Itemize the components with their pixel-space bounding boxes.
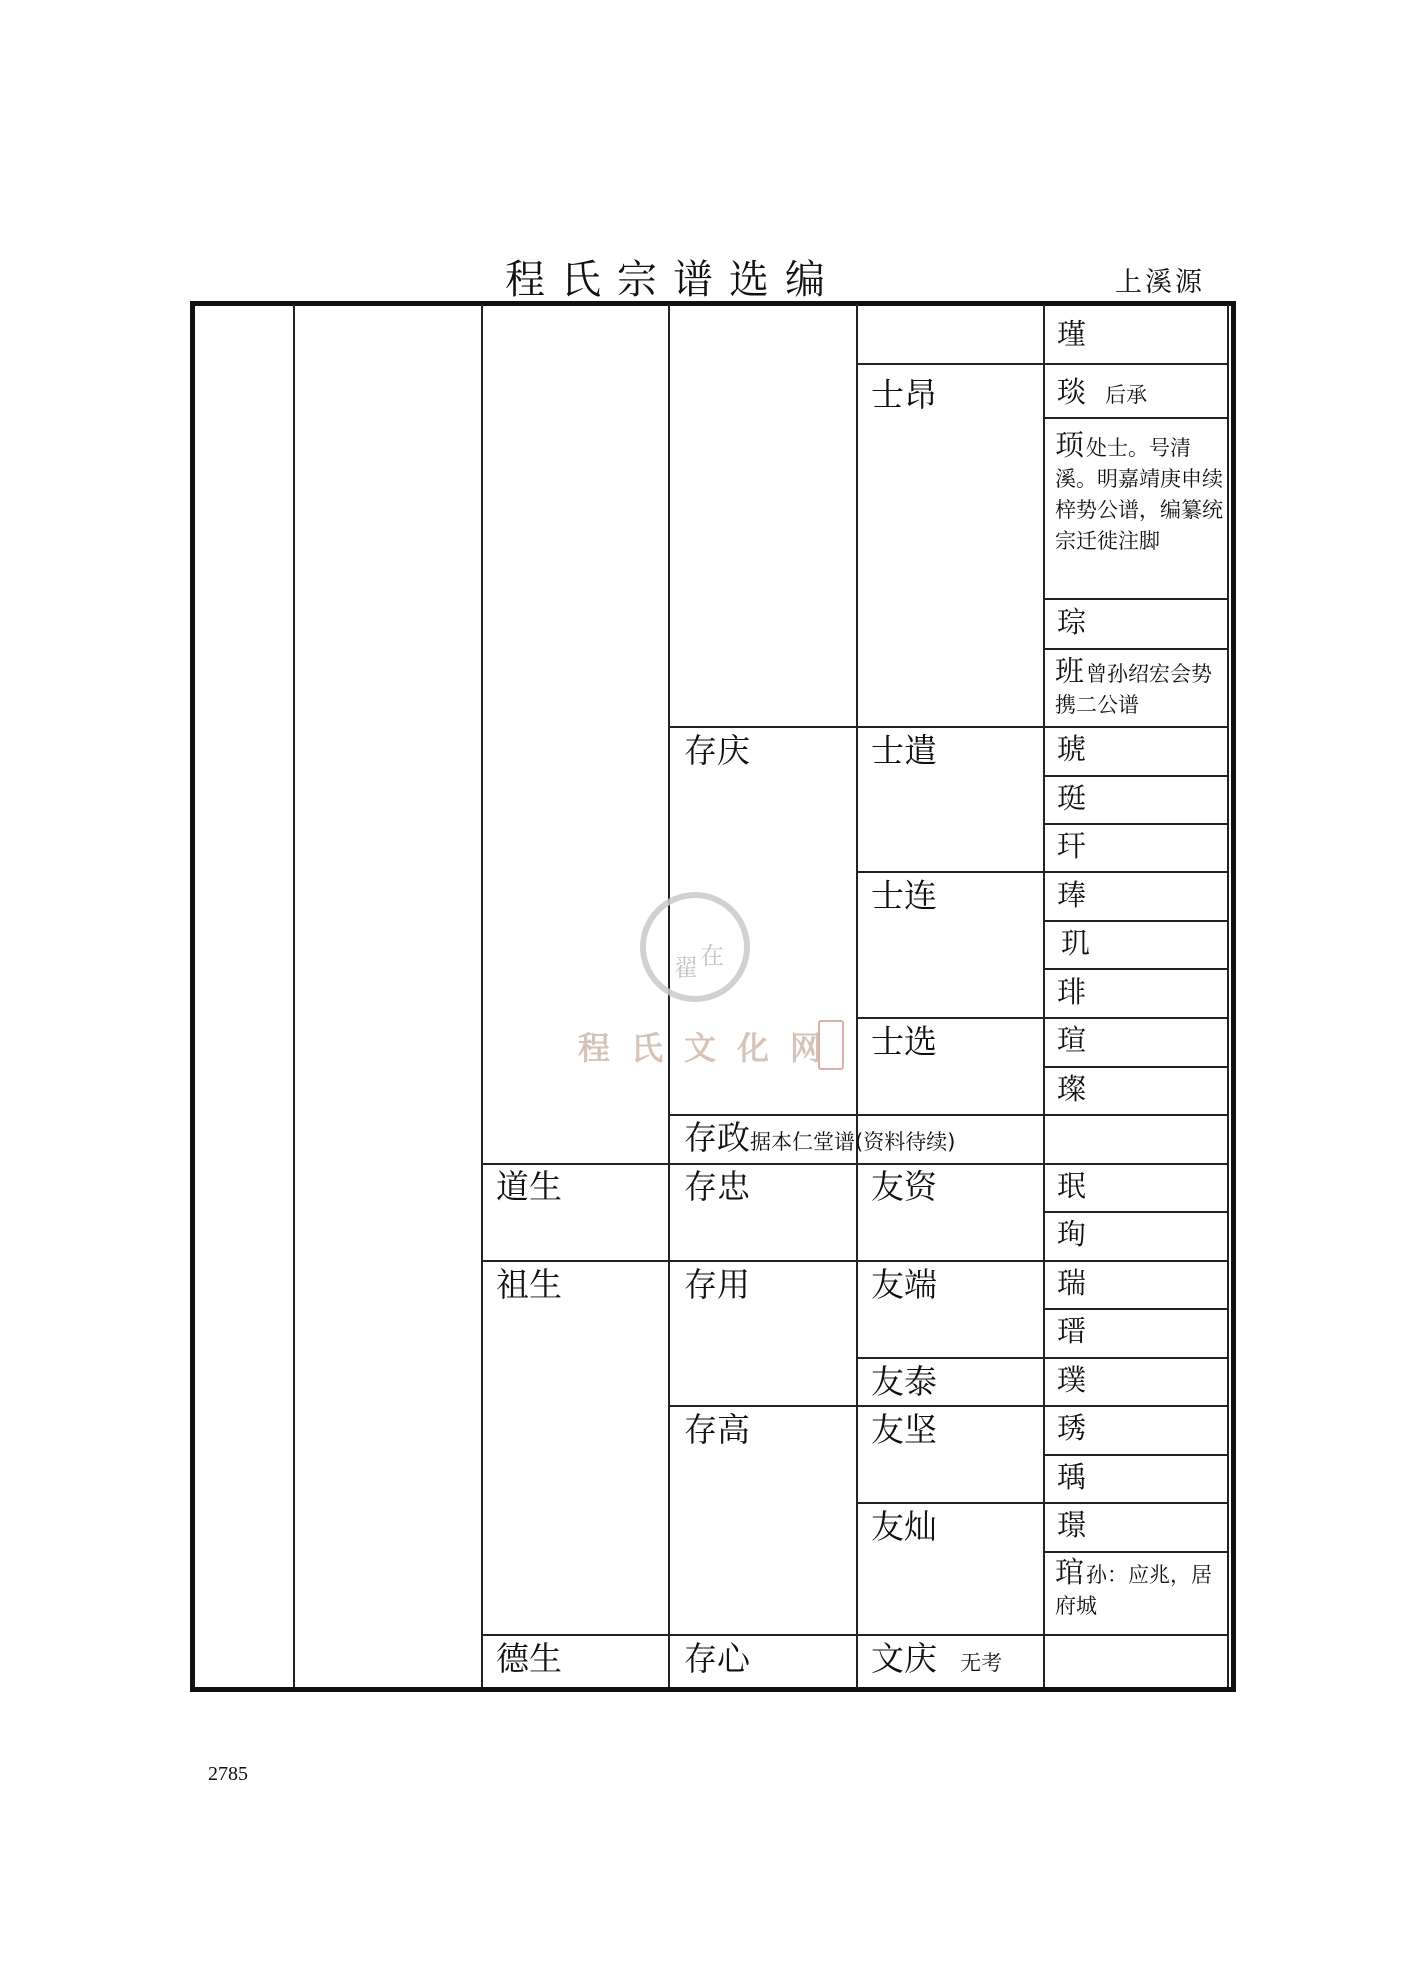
row-divider (668, 1114, 1228, 1116)
gen5-name: 友灿 (871, 1507, 937, 1546)
column-divider (856, 304, 858, 1687)
gen4-name: 存政 (684, 1118, 750, 1157)
gen6-name: 珉 (1057, 1169, 1087, 1203)
column-divider (1043, 304, 1045, 1687)
page-number: 2785 (208, 1763, 248, 1785)
gen4-note: 据本仁堂谱(资料待续) (750, 1130, 956, 1154)
gen6-name: 琯 (1055, 1555, 1085, 1589)
gen6-name: 琲 (1057, 975, 1087, 1009)
gen6-name: 班 (1055, 654, 1085, 688)
watermark-stamp (818, 1020, 844, 1070)
gen4-name: 存忠 (684, 1167, 750, 1206)
row-divider (1043, 1308, 1228, 1310)
gen6-name: 璟 (1057, 1508, 1087, 1542)
gen6-note: 孙：应兆，居府城 (1055, 1563, 1213, 1618)
gen6-name: 琮 (1057, 605, 1087, 639)
row-divider (1043, 1454, 1228, 1456)
watermark-seal-char: 在 (700, 942, 724, 970)
row-divider (1043, 968, 1228, 970)
gen6-name: 珽 (1057, 781, 1087, 815)
gen6-note: 曾孙绍宏会势携二公谱 (1055, 662, 1213, 717)
gen5-name: 士选 (871, 1022, 937, 1061)
gen6-name: 瑄 (1057, 1023, 1087, 1057)
row-divider (1043, 1066, 1228, 1068)
gen3-name: 道生 (496, 1167, 562, 1206)
row-divider (856, 871, 1228, 873)
gen6-name: 琇 (1057, 1411, 1087, 1445)
gen3-name: 祖生 (496, 1265, 562, 1304)
row-divider (856, 1502, 1228, 1504)
gen4-name: 存高 (684, 1410, 750, 1449)
gen6-name: 瑨 (1057, 1314, 1087, 1348)
gen5-name: 士遣 (871, 731, 937, 770)
gen6-name: 琰 (1057, 375, 1087, 409)
gen4-name: 存心 (684, 1639, 750, 1678)
gen6-name: 珣 (1057, 1217, 1087, 1251)
column-divider (293, 304, 295, 1687)
gen4-name: 存庆 (684, 731, 750, 770)
row-divider (1043, 920, 1228, 922)
gen5-name: 文庆 (871, 1639, 937, 1678)
row-divider (856, 1357, 1228, 1359)
watermark-site-text: 程氏文化网 (578, 1029, 844, 1067)
row-divider (856, 363, 1228, 365)
column-divider (481, 304, 483, 1687)
gen6-name: 玕 (1057, 829, 1087, 863)
row-divider (481, 1163, 1228, 1165)
gen5-name: 友坚 (871, 1410, 937, 1449)
row-divider (481, 1260, 1228, 1262)
gen3-name: 德生 (496, 1639, 562, 1678)
gen4-entry (684, 1118, 956, 1157)
row-divider (481, 1634, 1228, 1636)
row-divider (1043, 417, 1228, 419)
gen6-name: 瑾 (1057, 317, 1087, 351)
row-divider (1043, 1551, 1228, 1553)
gen6-entry (1057, 375, 1148, 409)
watermark-seal-char: 翟 (674, 954, 698, 982)
gen6-name: 琥 (1057, 732, 1087, 766)
gen6-entry-text (1055, 1555, 1213, 1618)
row-divider (1043, 823, 1228, 825)
gen6-name: 顼 (1055, 428, 1085, 462)
row-divider (1043, 1211, 1228, 1213)
row-divider (1043, 598, 1228, 600)
column-divider (1227, 304, 1229, 1687)
row-divider (856, 1017, 1228, 1019)
gen6-name: 瑀 (1057, 1460, 1087, 1494)
gen6-name: 瑞 (1057, 1266, 1087, 1300)
gen5-name: 友资 (871, 1167, 937, 1206)
gen5-name: 士昂 (871, 375, 937, 414)
gen6-name: 璞 (1057, 1363, 1087, 1397)
row-divider (1043, 775, 1228, 777)
gen6-name: 琫 (1057, 878, 1087, 912)
row-divider (1043, 648, 1228, 650)
watermark-seal (640, 892, 750, 1002)
gen6-entry-text (1055, 428, 1223, 553)
gen6-entry (1055, 430, 1227, 557)
gen5-name: 友泰 (871, 1362, 937, 1401)
gen6-entry-text (1055, 654, 1213, 717)
page-title: 程氏宗谱选编 (505, 257, 841, 303)
gen5-name: 士连 (871, 876, 937, 915)
row-divider (668, 1405, 1228, 1407)
gen6-note: 处士。号清溪。明嘉靖庚申续梓势公谱，编纂统宗迁徙注脚 (1055, 436, 1223, 553)
gen5-note: 无考 (960, 1651, 1003, 1675)
gen6-entry (1055, 656, 1227, 721)
gen6-note: 后承 (1105, 383, 1148, 407)
gen5-entry (871, 1639, 1003, 1678)
gen6-name: 璨 (1057, 1072, 1087, 1106)
gen6-entry (1055, 1557, 1227, 1622)
gen6-name: 玑 (1061, 926, 1091, 960)
gen5-name: 友端 (871, 1265, 937, 1304)
row-divider (668, 726, 1228, 728)
region-label: 上溪源 (1115, 267, 1205, 298)
gen4-name: 存用 (684, 1265, 750, 1304)
